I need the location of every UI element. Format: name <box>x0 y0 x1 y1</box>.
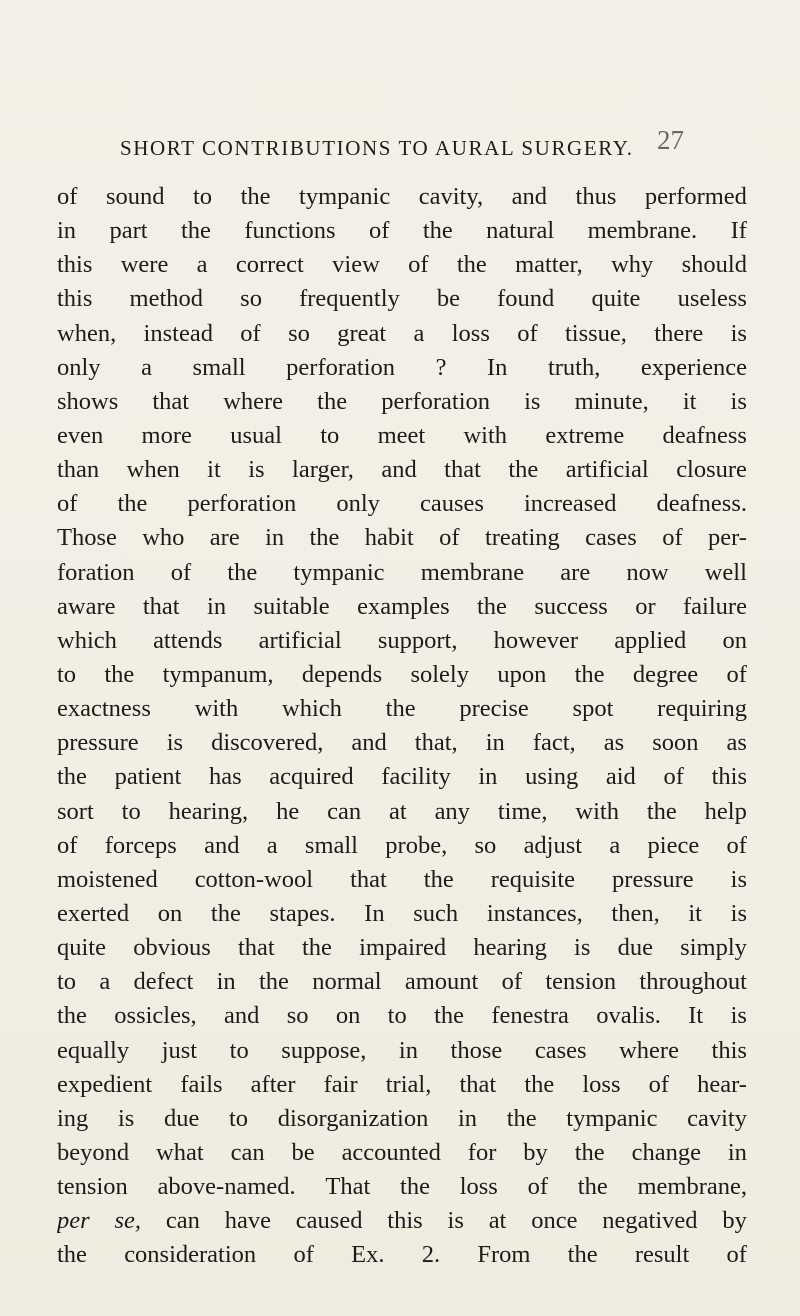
text-line: even more usual to meet with extreme deafness <box>57 421 747 449</box>
text-line: shows that where the perforation is minute, it is <box>57 387 747 415</box>
text-line: exactness with which the precise spot requiring <box>57 695 747 723</box>
text-line: foration of the tympanic membrane are now well <box>57 558 747 586</box>
text-line: equally just to suppose, in those cases where this <box>57 1036 747 1064</box>
text-line: Those who are in the habit of treating cases of per- <box>57 524 747 552</box>
text-line: this were a correct view of the matter, why should <box>57 251 747 279</box>
text-line: beyond what can be accounted for by the change in <box>57 1138 747 1166</box>
text-line: the ossicles, and so on to the fenestra ovalis. It is <box>57 1002 747 1030</box>
text-line: quite obvious that the impaired hearing is due simply <box>57 934 747 962</box>
text-line: aware that in suitable examples the success or failure <box>57 592 747 620</box>
running-title: SHORT CONTRIBUTIONS TO AURAL SURGERY. <box>120 136 634 160</box>
text-line: pressure is discovered, and that, in fact, as soon as <box>57 729 747 757</box>
text-line: of forceps and a small probe, so adjust a piece of <box>57 831 747 859</box>
text-line: of the perforation only causes increased deafness. <box>57 490 747 518</box>
text-line: sort to hearing, he can at any time, with the help <box>57 797 747 825</box>
text-line: the patient has acquired facility in using aid of this <box>57 763 747 791</box>
text-line: to the tympanum, depends solely upon the degree of <box>57 660 747 688</box>
page-number: 27 <box>657 125 684 155</box>
text-line: this method so frequently be found quite useless <box>57 285 747 313</box>
text-line: per se, can have caused this is at once negatived by <box>57 1207 747 1235</box>
text-line: moistened cotton-wool that the requisite pressure is <box>57 865 747 893</box>
text-line: expedient fails after fair trial, that the loss of hear- <box>57 1070 747 1098</box>
text-line: ing is due to disorganization in the tympanic cavity <box>57 1104 747 1132</box>
text-line: the consideration of Ex. 2. From the result of <box>57 1241 747 1269</box>
text-line: to a defect in the normal amount of tension throughout <box>57 968 747 996</box>
text-line: when, instead of so great a loss of tissue, there is <box>57 319 747 347</box>
text-line: which attends artificial support, however applied on <box>57 626 747 654</box>
text-line: exerted on the stapes. In such instances, then, it is <box>57 899 747 927</box>
text-line: of sound to the tympanic cavity, and thus performed <box>57 183 747 210</box>
page-header <box>120 125 684 163</box>
text-line: only a small perforation ? In truth, experience <box>57 353 747 381</box>
body-text <box>57 180 747 1273</box>
text-line: tension above-named. That the loss of the membrane, <box>57 1173 747 1201</box>
text-line: in part the functions of the natural membrane. If <box>57 217 747 245</box>
text-line: than when it is larger, and that the artificial closure <box>57 456 747 484</box>
